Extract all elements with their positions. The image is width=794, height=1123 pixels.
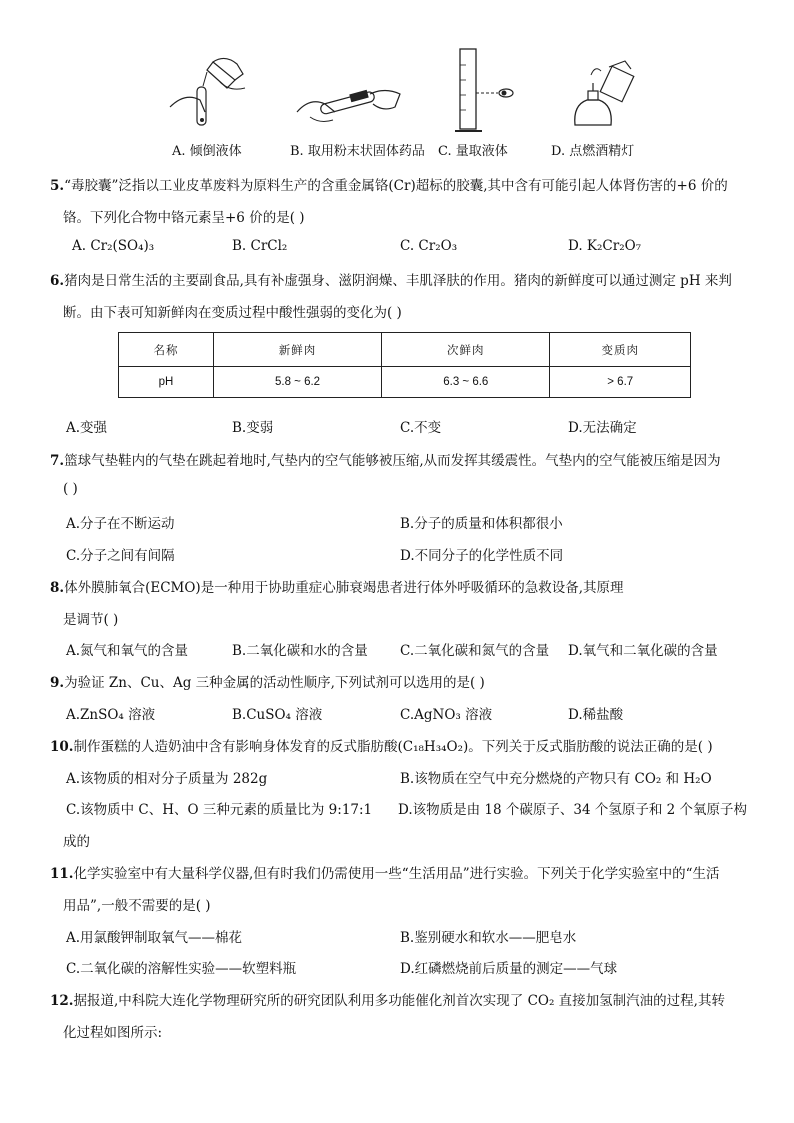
q8-option-a: A.氮气和氧气的含量 bbox=[66, 643, 189, 659]
alcohol-lamp-figure bbox=[565, 55, 640, 135]
q11-option-d: D.红磷燃烧前后质量的测定——气球 bbox=[400, 961, 618, 977]
table-header-cell: 次鲜肉 bbox=[382, 333, 550, 367]
q11-stem-line1: 11.化学实验室中有大量科学仪器,但有时我们仍需使用一些“生活用品”进行实验。下列关于化学实验室中的“生活 bbox=[50, 866, 720, 882]
q8-stem-line2: 是调节( ) bbox=[63, 612, 119, 628]
q11-option-b: B.鉴别硬水和软水——肥皂水 bbox=[400, 930, 577, 946]
table-cell: pH bbox=[119, 367, 214, 398]
table-row bbox=[119, 367, 691, 398]
table-header-cell: 变质肉 bbox=[550, 333, 691, 367]
q6-stem-line1: 6.猪肉是日常生活的主要副食品,具有补虚强身、滋阴润燥、丰肌泽肤的作用。猪肉的新鲜度可以通过测定 pH 来判 bbox=[50, 273, 732, 289]
table-cell: > 6.7 bbox=[550, 367, 691, 398]
pouring-liquid-figure bbox=[165, 52, 250, 132]
q10-option-a: A.该物质的相对分子质量为 282g bbox=[66, 771, 268, 787]
q10-option-c: C.该物质中 C、H、O 三种元素的质量比为 9:17:1 bbox=[66, 802, 373, 818]
q5-option-a: A. Cr₂(SO₄)₃ bbox=[72, 238, 155, 254]
caption-c: C. 量取液体 bbox=[438, 144, 508, 159]
q7-option-d: D.不同分子的化学性质不同 bbox=[400, 548, 564, 564]
q9-option-c: C.AgNO₃ 溶液 bbox=[400, 707, 493, 723]
ph-table bbox=[118, 332, 691, 398]
q5-option-c: C. Cr₂O₃ bbox=[400, 238, 458, 254]
q10-stem-line1: 10.制作蛋糕的人造奶油中含有影响身体发育的反式脂肪酸(C₁₈H₃₄O₂)。下列关于反式脂肪酸的说法正确的是( ) bbox=[50, 739, 713, 755]
q6-option-a: A.变强 bbox=[66, 420, 108, 436]
q8-option-c: C.二氧化碳和氮气的含量 bbox=[400, 643, 550, 659]
q7-option-b: B.分子的质量和体积都很小 bbox=[400, 516, 563, 532]
q9-stem-line1: 9.为验证 Zn、Cu、Ag 三种金属的活动性顺序,下列试剂可以选用的是( ) bbox=[50, 675, 485, 691]
q11-stem-line2: 用品”,一般不需要的是( ) bbox=[63, 898, 211, 914]
q9-option-a: A.ZnSO₄ 溶液 bbox=[66, 707, 156, 723]
q11-option-a: A.用氯酸钾制取氧气——棉花 bbox=[66, 930, 243, 946]
q10-option-b: B.该物质在空气中充分燃烧的产物只有 CO₂ 和 H₂O bbox=[400, 771, 712, 787]
caption-b: B. 取用粉末状固体药品 bbox=[290, 144, 425, 159]
q10-option-d: D.该物质是由 18 个碳原子、34 个氢原子和 2 个氧原子构 bbox=[398, 802, 748, 818]
q5-option-d: D. K₂Cr₂O₇ bbox=[568, 238, 642, 254]
q7-stem-line2: ( ) bbox=[63, 481, 78, 497]
q5-option-b: B. CrCl₂ bbox=[232, 238, 288, 254]
table-cell: 5.8 ~ 6.2 bbox=[213, 367, 381, 398]
caption-a: A. 倾倒液体 bbox=[172, 144, 242, 159]
q5-stem-line2: 铬。下列化合物中铬元素呈+6 价的是( ) bbox=[63, 210, 305, 226]
q6-option-d: D.无法确定 bbox=[568, 420, 637, 436]
q7-option-c: C.分子之间有间隔 bbox=[66, 548, 175, 564]
q10-option-d-continued: 成的 bbox=[63, 834, 90, 850]
q9-option-b: B.CuSO₄ 溶液 bbox=[232, 707, 323, 723]
q6-option-b: B.变弱 bbox=[232, 420, 274, 436]
q8-stem-line1: 8.体外膜肺氧合(ECMO)是一种用于协助重症心肺衰竭患者进行体外呼吸循环的急救设备,其原理 bbox=[50, 580, 624, 596]
table-header-row bbox=[119, 333, 691, 367]
q12-stem-line2: 化过程如图所示: bbox=[63, 1025, 163, 1041]
measuring-cylinder-figure bbox=[450, 45, 520, 137]
q7-stem-line1: 7.篮球气垫鞋内的气垫在跳起着地时,气垫内的空气能够被压缩,从而发挥其缓震性。气垫内的空气能被压缩是因为 bbox=[50, 453, 721, 469]
table-cell: 6.3 ~ 6.6 bbox=[382, 367, 550, 398]
q6-stem-line2: 断。由下表可知新鲜肉在变质过程中酸性强弱的变化为( ) bbox=[63, 305, 402, 321]
powder-sampling-figure bbox=[295, 82, 405, 132]
q8-option-d: D.氧气和二氧化碳的含量 bbox=[568, 643, 718, 659]
q8-option-b: B.二氧化碳和水的含量 bbox=[232, 643, 368, 659]
caption-d: D. 点燃酒精灯 bbox=[551, 144, 635, 159]
q7-option-a: A.分子在不断运动 bbox=[66, 516, 175, 532]
q9-option-d: D.稀盐酸 bbox=[568, 707, 624, 723]
table-header-cell: 名称 bbox=[119, 333, 214, 367]
table-header-cell: 新鲜肉 bbox=[213, 333, 381, 367]
q5-stem-line1: 5.“毒胶囊”泛指以工业皮革废料为原料生产的含重金属铬(Cr)超标的胶囊,其中含有可能引起人体肾伤害的+6 价的 bbox=[50, 178, 728, 194]
q6-option-c: C.不变 bbox=[400, 420, 442, 436]
q12-stem-line1: 12.据报道,中科院大连化学物理研究所的研究团队利用多功能催化剂首次实现了 CO₂ 直接加氢制汽油的过程,其转 bbox=[50, 993, 725, 1009]
q11-option-c: C.二氧化碳的溶解性实验——软塑料瓶 bbox=[66, 961, 297, 977]
